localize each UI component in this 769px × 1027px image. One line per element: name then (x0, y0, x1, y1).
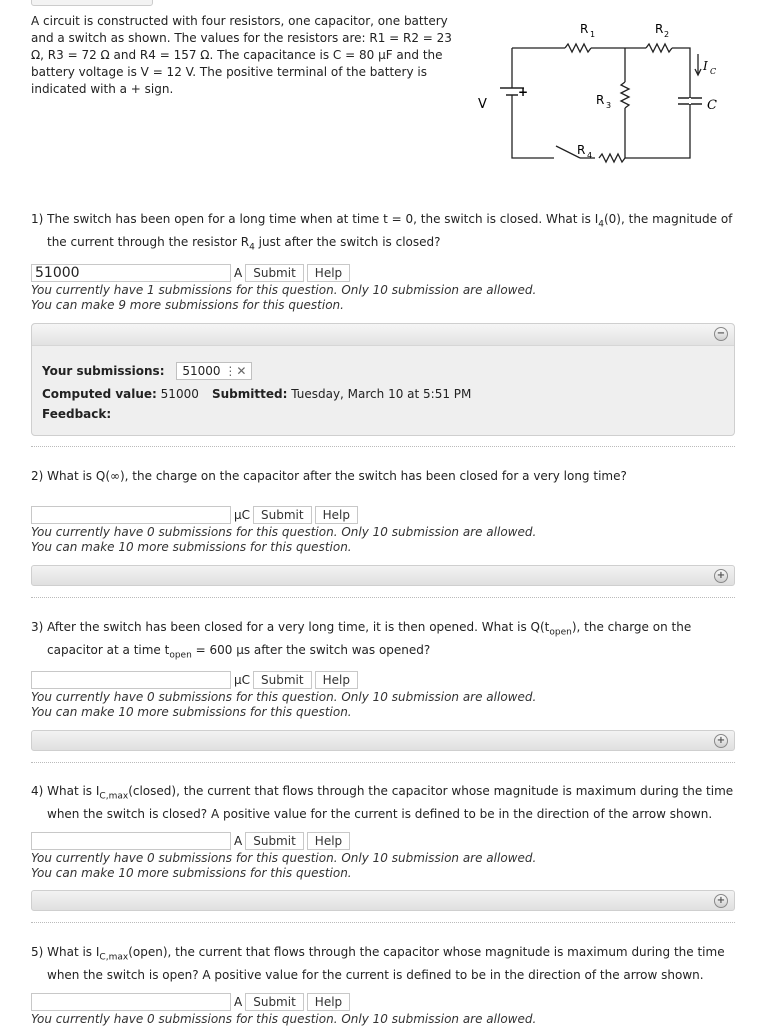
question-4: 4) What is $I_{C,max}(closed)$, the current that flows through the capacitor whose magnitude is maximum during the time when the switch is closed? A positive value for the current is defined to be in the direction of the arrow shown. (31, 784, 734, 822)
r2-sub: 2 (664, 30, 670, 39)
q2-submissions-bar[interactable] (31, 565, 735, 586)
collapse-icon[interactable]: − (714, 327, 728, 341)
q1-answer-input[interactable] (31, 264, 231, 282)
panel-header (32, 324, 734, 346)
top-tab-strip (31, 0, 153, 6)
r3-label: R (596, 93, 605, 107)
problem-statement: A circuit is constructed with four resistors, one capacitor, one battery and a switch as shown. The values for the resistors are: R1 = R2 = 23 Ω, R3 = 72 Ω and R4 = 157 Ω. The capacitance is C = 80 μF and the battery voltage is V = 12 V. The positive terminal of the battery is indicated with a + sign. (31, 14, 452, 96)
q3-unit: μC (234, 673, 251, 687)
q1-submission-panel (31, 323, 735, 436)
q1-submit-button[interactable]: Submit (245, 264, 304, 282)
submitted-row: Submitted: Tuesday, March 10 at 5:51 PM (212, 387, 472, 401)
circuit-diagram (470, 18, 740, 178)
q5-help-button[interactable]: Help (307, 993, 350, 1011)
q5-submit-button[interactable]: Submit (245, 993, 304, 1011)
expand-icon[interactable]: + (714, 894, 728, 908)
q2-answer-row (31, 505, 361, 525)
q4-submissions-bar[interactable] (31, 890, 735, 911)
q5-answer-input[interactable] (31, 993, 231, 1011)
q3-submissions-bar[interactable] (31, 730, 735, 751)
expand-icon[interactable]: + (714, 734, 728, 748)
q5-answer-row (31, 992, 353, 1012)
r4-sub: 4 (587, 151, 593, 160)
q4-answer-input[interactable] (31, 832, 231, 850)
q5-unit: A (234, 995, 243, 1009)
q4-submission-info: You currently have 0 submissions for this question. Only 10 submission are allowed. You can make 10 more submissions for this question. (31, 851, 537, 880)
q4-answer-row (31, 831, 353, 851)
q2-unit: μC (234, 508, 251, 522)
battery-label: V (478, 97, 487, 112)
q2-submit-button[interactable]: Submit (253, 506, 312, 524)
q3-answer-input[interactable] (31, 671, 231, 689)
q5-submission-info: You currently have 0 submissions for this question. Only 10 submission are allowed. (31, 1012, 537, 1026)
q2-submission-info: You currently have 0 submissions for this question. Only 10 submission are allowed. You can make 10 more submissions for this question. (31, 525, 537, 554)
question-2: 2) What is Q(∞), the charge on the capacitor after the switch has been closed for a very long time? (31, 469, 627, 483)
capacitor-label: C (707, 98, 717, 113)
r4-label: R (577, 143, 586, 157)
submission-chip[interactable]: 51000 ⋮✕ (176, 362, 252, 380)
r1-sub: 1 (590, 30, 596, 39)
q1-help-button[interactable]: Help (307, 264, 350, 282)
q3-answer-row (31, 670, 361, 690)
battery-plus-sign: + (518, 85, 529, 99)
q4-help-button[interactable]: Help (307, 832, 350, 850)
feedback-label: Feedback: (42, 407, 112, 421)
q4-unit: A (234, 834, 243, 848)
remove-icon[interactable]: ⋮✕ (224, 364, 247, 378)
separator (31, 597, 735, 598)
expand-icon[interactable]: + (714, 569, 728, 583)
question-5: 5) What is $I_{C,max}(open)$, the current that flows through the capacitor whose magnitude is maximum during the time when the switch is open? A positive value for the current is defined to be in the direction of the arrow shown. (31, 945, 725, 983)
computed-value-row: Computed value: 51000 (42, 387, 199, 401)
q2-answer-input[interactable] (31, 506, 231, 524)
separator (31, 446, 735, 447)
separator (31, 762, 735, 763)
q2-help-button[interactable]: Help (315, 506, 358, 524)
q4-submit-button[interactable]: Submit (245, 832, 304, 850)
your-submissions-label: Your submissions: (42, 364, 165, 378)
ic-label: I (703, 59, 708, 73)
q1-submission-info: You currently have 1 submissions for this question. Only 10 submission are allowed. You can make 9 more submissions for this question. (31, 283, 537, 312)
q1-unit: A (234, 266, 243, 280)
r1-label: R (580, 22, 589, 36)
separator (31, 922, 735, 923)
r3-sub: 3 (606, 101, 612, 110)
ic-sub: C (710, 67, 717, 76)
q3-submission-info: You currently have 0 submissions for this question. Only 10 submission are allowed. You can make 10 more submissions for this question. (31, 690, 537, 719)
your-submissions-row (42, 362, 252, 380)
q1-answer-row (31, 263, 353, 283)
question-3: 3) After the switch has been closed for a very long time, it is then opened. What is $Q(t_{open})$, the charge on the capacitor at a time $t_{open} = 600$ μs after the switch was opened? (31, 620, 692, 661)
q3-help-button[interactable]: Help (315, 671, 358, 689)
q3-submit-button[interactable]: Submit (253, 671, 312, 689)
r2-label: R (655, 22, 664, 36)
question-1: 1) The switch has been open for a long time when at time t = 0, the switch is closed. What is $I_4(0)$, the magnitude of the current through the resistor $R_4$ just after the switch is closed? (31, 212, 733, 253)
